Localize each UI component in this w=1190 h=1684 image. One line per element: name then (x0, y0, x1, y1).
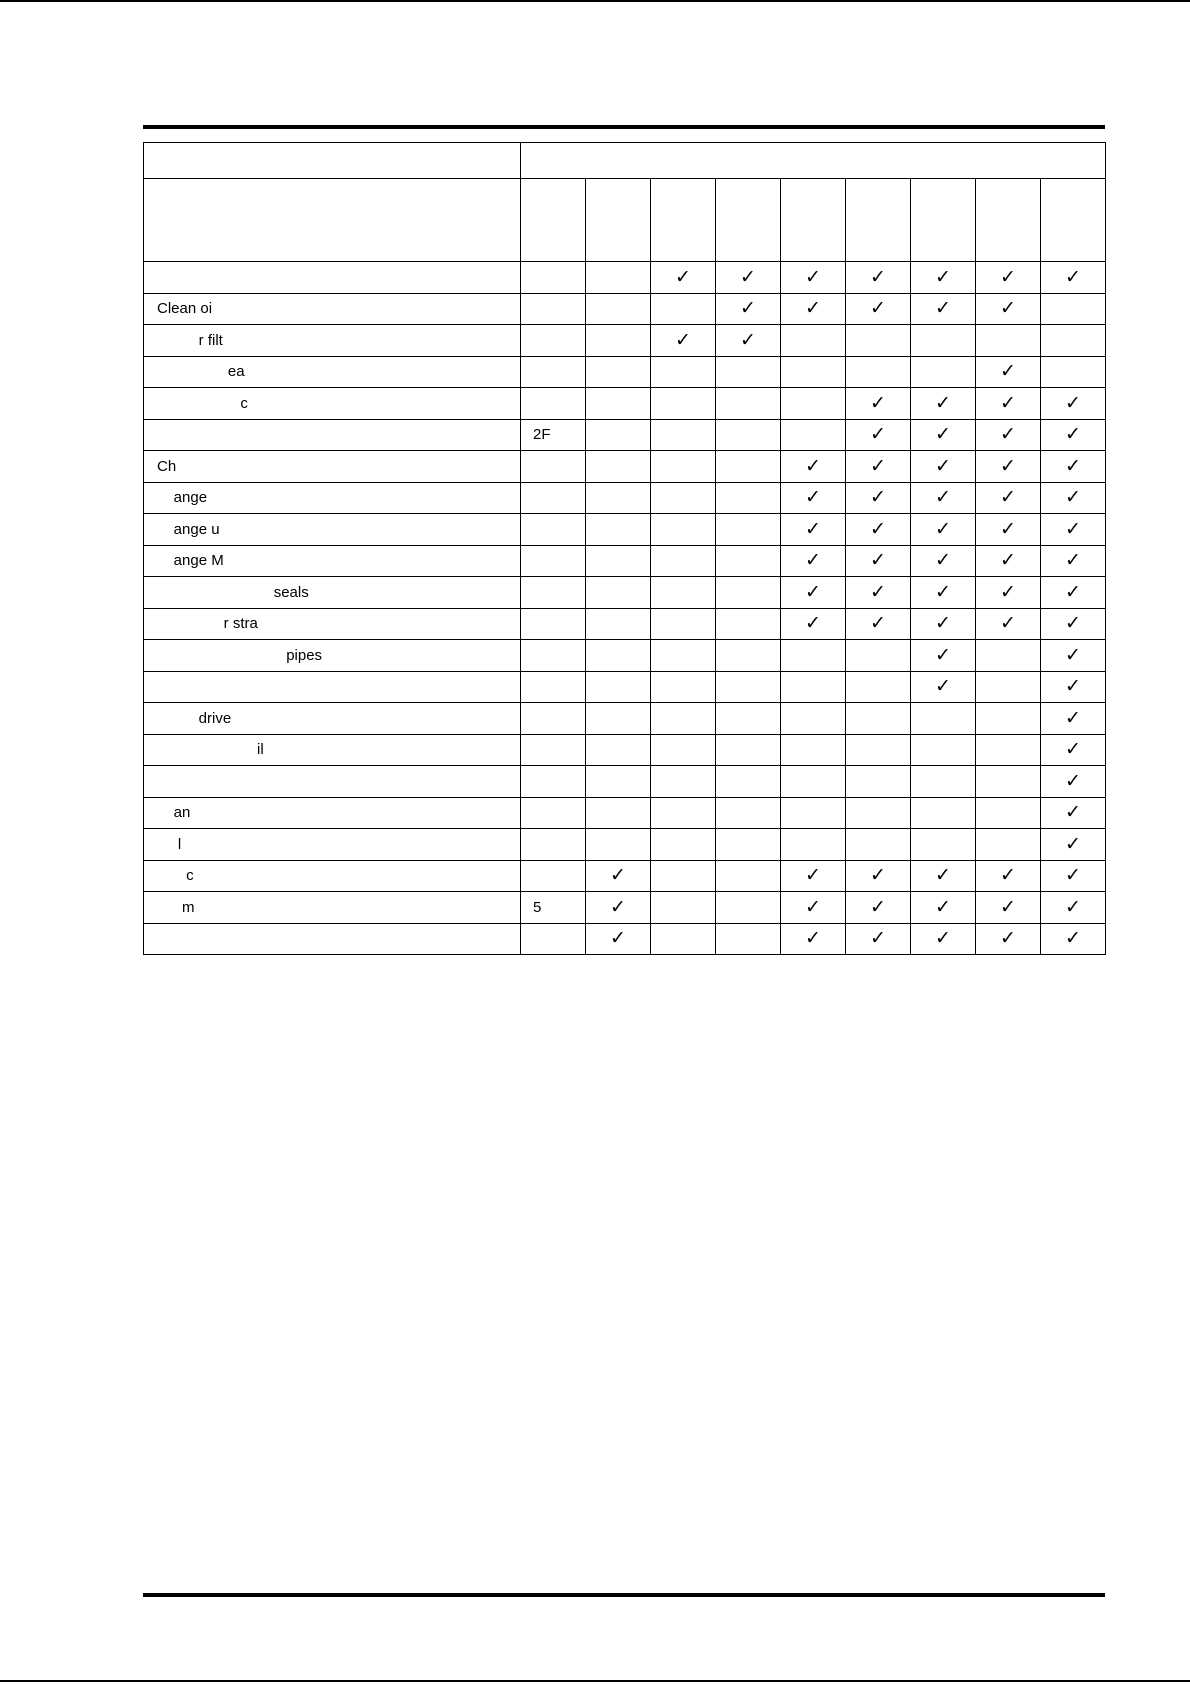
check-mark-cell: ✓ (1041, 514, 1106, 546)
interval-header-cell (781, 179, 846, 262)
check-mark-cell: ✓ (781, 262, 846, 294)
interval-cell (976, 797, 1041, 829)
page-bottom-border (0, 1680, 1190, 1682)
interval-cell (521, 608, 586, 640)
interval-cell (781, 388, 846, 420)
check-mark-cell: ✓ (846, 577, 911, 609)
check-mark-cell: ✓ (1041, 766, 1106, 798)
check-mark-cell: ✓ (1041, 419, 1106, 451)
check-mark-cell: ✓ (846, 451, 911, 483)
check-mark-cell: ✓ (911, 482, 976, 514)
interval-cell (651, 482, 716, 514)
interval-cell (781, 829, 846, 861)
interval-cell (521, 293, 586, 325)
maintenance-item-label: c (144, 860, 521, 892)
interval-cell (586, 356, 651, 388)
check-mark-cell: ✓ (911, 419, 976, 451)
interval-cell (521, 577, 586, 609)
item-subheader-cell (144, 179, 521, 262)
interval-cell (781, 703, 846, 735)
check-mark-cell: ✓ (781, 860, 846, 892)
check-mark-cell: ✓ (976, 514, 1041, 546)
check-mark-cell: ✓ (976, 608, 1041, 640)
maintenance-item-label: ange M (144, 545, 521, 577)
table-row (144, 262, 1106, 294)
interval-cell (976, 325, 1041, 357)
interval-cell (846, 829, 911, 861)
interval-cell (651, 671, 716, 703)
table-row (144, 640, 1106, 672)
check-mark-cell: ✓ (976, 577, 1041, 609)
check-mark-cell: ✓ (911, 262, 976, 294)
maintenance-item-label (144, 671, 521, 703)
check-mark-cell: ✓ (1041, 545, 1106, 577)
check-mark-cell: ✓ (781, 514, 846, 546)
interval-cell (586, 671, 651, 703)
maintenance-item-label: il (144, 734, 521, 766)
check-mark-cell: ✓ (781, 451, 846, 483)
interval-cell (651, 356, 716, 388)
check-mark-cell: ✓ (846, 860, 911, 892)
check-mark-cell: ✓ (911, 577, 976, 609)
interval-cell (586, 419, 651, 451)
interval-cell (846, 766, 911, 798)
table-row (144, 892, 1106, 924)
interval-cell (651, 388, 716, 420)
maintenance-item-label: ea (144, 356, 521, 388)
interval-cell (976, 671, 1041, 703)
interval-cell (586, 325, 651, 357)
interval-cell (976, 766, 1041, 798)
interval-cell (651, 577, 716, 609)
interval-cell (521, 703, 586, 735)
table-row (144, 482, 1106, 514)
interval-cell (651, 860, 716, 892)
maintenance-item-label: l (144, 829, 521, 861)
interval-cell (651, 419, 716, 451)
interval-cell (651, 734, 716, 766)
check-mark-cell: ✓ (1041, 262, 1106, 294)
table-row (144, 419, 1106, 451)
interval-cell (521, 325, 586, 357)
interval-header-cell (716, 179, 781, 262)
maintenance-item-label: m (144, 892, 521, 924)
check-mark-cell: ✓ (976, 293, 1041, 325)
interval-cell (521, 860, 586, 892)
table-row (144, 514, 1106, 546)
interval-cell (521, 482, 586, 514)
check-mark-cell: ✓ (976, 451, 1041, 483)
table-row (144, 356, 1106, 388)
check-mark-cell: ✓ (846, 482, 911, 514)
interval-cell (716, 640, 781, 672)
check-mark-cell: ✓ (781, 293, 846, 325)
interval-cell (716, 419, 781, 451)
check-mark-cell: ✓ (911, 388, 976, 420)
interval-cell (521, 734, 586, 766)
check-mark-cell: ✓ (781, 545, 846, 577)
check-mark-cell: ✓ (716, 325, 781, 357)
interval-cell (716, 388, 781, 420)
interval-cell (651, 545, 716, 577)
table-row (144, 766, 1106, 798)
interval-cell (651, 797, 716, 829)
table-row (144, 451, 1106, 483)
maintenance-item-label: pipes (144, 640, 521, 672)
check-mark-cell: ✓ (846, 923, 911, 955)
interval-header-cell (1041, 179, 1106, 262)
interval-cell (781, 640, 846, 672)
check-mark-cell: ✓ (586, 892, 651, 924)
maintenance-item-label: r stra (144, 608, 521, 640)
interval-header-cell (911, 179, 976, 262)
item-header-cell (144, 143, 521, 179)
maintenance-item-label: an (144, 797, 521, 829)
check-mark-cell: ✓ (976, 419, 1041, 451)
check-mark-cell: ✓ (976, 545, 1041, 577)
check-mark-cell: ✓ (1041, 829, 1106, 861)
interval-cell (716, 451, 781, 483)
maintenance-item-label: drive (144, 703, 521, 735)
interval-cell (521, 829, 586, 861)
interval-cell (976, 640, 1041, 672)
interval-cell (651, 451, 716, 483)
check-mark-cell: ✓ (1041, 923, 1106, 955)
interval-group-header-cell (521, 143, 1106, 179)
check-mark-cell: ✓ (781, 577, 846, 609)
interval-cell (846, 671, 911, 703)
header-rule (143, 125, 1105, 129)
interval-cell (586, 829, 651, 861)
check-mark-cell: ✓ (1041, 703, 1106, 735)
check-mark-cell: ✓ (1041, 640, 1106, 672)
interval-cell (521, 388, 586, 420)
maintenance-item-label: Clean oi (144, 293, 521, 325)
interval-cell (586, 608, 651, 640)
interval-cell (911, 325, 976, 357)
check-mark-cell: ✓ (911, 451, 976, 483)
interval-cell (781, 766, 846, 798)
interval-cell (586, 388, 651, 420)
interval-cell (846, 703, 911, 735)
interval-cell (846, 356, 911, 388)
interval-cell (976, 703, 1041, 735)
check-mark-cell: ✓ (781, 608, 846, 640)
table-row (144, 734, 1106, 766)
check-mark-cell: ✓ (1041, 608, 1106, 640)
interval-cell (976, 734, 1041, 766)
interval-cell (846, 797, 911, 829)
interval-cell (651, 923, 716, 955)
interval-cell (716, 734, 781, 766)
check-mark-cell: ✓ (911, 640, 976, 672)
maintenance-item-label: c (144, 388, 521, 420)
check-mark-cell: ✓ (1041, 797, 1106, 829)
table-row (144, 545, 1106, 577)
interval-cell (716, 797, 781, 829)
check-mark-cell: ✓ (911, 608, 976, 640)
interval-cell (521, 923, 586, 955)
check-mark-cell: ✓ (911, 545, 976, 577)
interval-cell (911, 356, 976, 388)
check-mark-cell: ✓ (976, 262, 1041, 294)
check-mark-cell: ✓ (911, 671, 976, 703)
interval-cell (1041, 293, 1106, 325)
table-body (144, 143, 1106, 955)
check-mark-cell: ✓ (1041, 860, 1106, 892)
table-row (144, 797, 1106, 829)
check-mark-cell: ✓ (846, 608, 911, 640)
interval-header-cell (586, 179, 651, 262)
check-mark-cell: ✓ (716, 262, 781, 294)
interval-cell (586, 640, 651, 672)
interval-cell (716, 514, 781, 546)
table-row (144, 923, 1106, 955)
interval-cell (716, 356, 781, 388)
check-mark-cell: ✓ (781, 482, 846, 514)
interval-cell (586, 293, 651, 325)
check-mark-cell: ✓ (846, 262, 911, 294)
table-row (144, 860, 1106, 892)
check-mark-cell: ✓ (911, 514, 976, 546)
interval-cell: 5 (521, 892, 586, 924)
interval-cell (781, 419, 846, 451)
check-mark-cell: ✓ (846, 545, 911, 577)
table-row (144, 703, 1106, 735)
check-mark-cell: ✓ (651, 262, 716, 294)
interval-cell (781, 734, 846, 766)
maintenance-item-label (144, 262, 521, 294)
check-mark-cell: ✓ (716, 293, 781, 325)
interval-cell: 2F (521, 419, 586, 451)
interval-cell (521, 514, 586, 546)
maintenance-item-label: r filt (144, 325, 521, 357)
interval-cell (846, 640, 911, 672)
check-mark-cell: ✓ (911, 860, 976, 892)
interval-cell (846, 734, 911, 766)
interval-cell (586, 703, 651, 735)
interval-cell (586, 545, 651, 577)
interval-cell (716, 671, 781, 703)
interval-cell (651, 703, 716, 735)
header-row-2 (144, 179, 1106, 262)
interval-cell (911, 703, 976, 735)
check-mark-cell: ✓ (846, 293, 911, 325)
check-mark-cell: ✓ (976, 388, 1041, 420)
interval-cell (781, 671, 846, 703)
interval-header-cell (976, 179, 1041, 262)
interval-cell (781, 325, 846, 357)
table-row (144, 671, 1106, 703)
interval-cell (716, 608, 781, 640)
check-mark-cell: ✓ (976, 892, 1041, 924)
table-row (144, 293, 1106, 325)
interval-cell (911, 766, 976, 798)
interval-cell (521, 671, 586, 703)
maintenance-item-label (144, 923, 521, 955)
check-mark-cell: ✓ (846, 388, 911, 420)
table-row (144, 577, 1106, 609)
interval-cell (976, 829, 1041, 861)
table-row (144, 608, 1106, 640)
interval-cell (911, 797, 976, 829)
check-mark-cell: ✓ (1041, 671, 1106, 703)
maintenance-schedule-table (143, 142, 1106, 955)
check-mark-cell: ✓ (1041, 388, 1106, 420)
interval-cell (521, 451, 586, 483)
table-row (144, 325, 1106, 357)
interval-cell (716, 923, 781, 955)
page-top-border (0, 0, 1190, 2)
interval-cell (521, 356, 586, 388)
interval-cell (1041, 325, 1106, 357)
interval-cell (911, 734, 976, 766)
interval-cell (716, 892, 781, 924)
check-mark-cell: ✓ (1041, 577, 1106, 609)
interval-cell (651, 892, 716, 924)
check-mark-cell: ✓ (846, 892, 911, 924)
interval-cell (716, 482, 781, 514)
check-mark-cell: ✓ (781, 892, 846, 924)
interval-cell (521, 640, 586, 672)
interval-cell (781, 356, 846, 388)
interval-cell (781, 797, 846, 829)
maintenance-item-label: Ch (144, 451, 521, 483)
check-mark-cell: ✓ (911, 923, 976, 955)
check-mark-cell: ✓ (976, 923, 1041, 955)
maintenance-item-label (144, 419, 521, 451)
check-mark-cell: ✓ (846, 419, 911, 451)
interval-cell (586, 451, 651, 483)
interval-cell (521, 797, 586, 829)
interval-cell (586, 514, 651, 546)
check-mark-cell: ✓ (976, 482, 1041, 514)
check-mark-cell: ✓ (586, 923, 651, 955)
check-mark-cell: ✓ (1041, 451, 1106, 483)
interval-cell (651, 829, 716, 861)
interval-header-cell (521, 179, 586, 262)
interval-cell (586, 577, 651, 609)
maintenance-item-label: seals (144, 577, 521, 609)
interval-cell (651, 766, 716, 798)
table-row (144, 829, 1106, 861)
interval-cell (716, 829, 781, 861)
interval-cell (586, 797, 651, 829)
interval-cell (521, 545, 586, 577)
check-mark-cell: ✓ (976, 356, 1041, 388)
interval-cell (651, 640, 716, 672)
interval-cell (716, 703, 781, 735)
interval-cell (521, 766, 586, 798)
interval-cell (716, 545, 781, 577)
check-mark-cell: ✓ (781, 923, 846, 955)
interval-header-cell (846, 179, 911, 262)
footer-rule (143, 1593, 1105, 1597)
check-mark-cell: ✓ (1041, 482, 1106, 514)
interval-cell (716, 577, 781, 609)
interval-cell (716, 766, 781, 798)
interval-cell (586, 766, 651, 798)
table-row (144, 388, 1106, 420)
maintenance-item-label: ange u (144, 514, 521, 546)
check-mark-cell: ✓ (1041, 892, 1106, 924)
interval-cell (521, 262, 586, 294)
interval-cell (846, 325, 911, 357)
check-mark-cell: ✓ (846, 514, 911, 546)
interval-cell (1041, 356, 1106, 388)
interval-cell (716, 860, 781, 892)
interval-cell (651, 293, 716, 325)
check-mark-cell: ✓ (911, 892, 976, 924)
header-row-1 (144, 143, 1106, 179)
check-mark-cell: ✓ (651, 325, 716, 357)
interval-header-cell (651, 179, 716, 262)
interval-cell (586, 734, 651, 766)
check-mark-cell: ✓ (911, 293, 976, 325)
interval-cell (911, 829, 976, 861)
check-mark-cell: ✓ (976, 860, 1041, 892)
maintenance-item-label: ange (144, 482, 521, 514)
check-mark-cell: ✓ (586, 860, 651, 892)
maintenance-item-label (144, 766, 521, 798)
interval-cell (586, 482, 651, 514)
interval-cell (651, 608, 716, 640)
interval-cell (651, 514, 716, 546)
check-mark-cell: ✓ (1041, 734, 1106, 766)
interval-cell (586, 262, 651, 294)
